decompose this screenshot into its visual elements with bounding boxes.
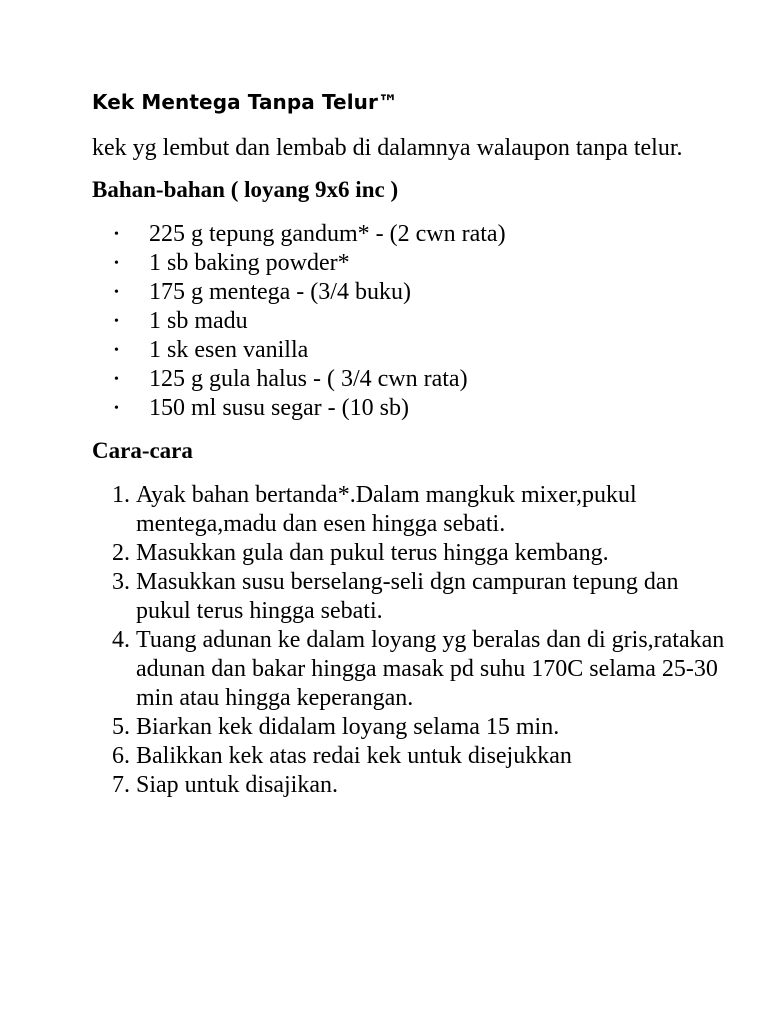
step-item: [92, 481, 732, 539]
step-item: [92, 713, 732, 742]
bullet-icon: •: [114, 372, 119, 387]
steps-heading: Cara-cara: [92, 438, 193, 463]
step-text: Siap untuk disajikan.: [136, 772, 338, 798]
step-item: [92, 626, 732, 713]
step-text: Masukkan gula dan pukul terus hingga kembang.: [136, 540, 609, 566]
step-item: [92, 539, 732, 568]
step-text: Balikkan kek atas redai kek untuk disejukkan: [136, 743, 572, 769]
bullet-icon: •: [114, 256, 119, 271]
ingredient-text: 1 sb madu: [149, 308, 248, 334]
ingredients-list: [92, 220, 732, 423]
ingredient-item: [108, 278, 732, 307]
step-text: Ayak bahan bertanda*.Dalam mangkuk mixer,pukul mentega,madu dan esen hingga sebati.: [136, 482, 637, 537]
step-number: 1.: [112, 482, 130, 508]
ingredient-item: [108, 220, 732, 249]
ingredient-item: [108, 336, 732, 365]
ingredient-text: 125 g gula halus - ( 3/4 cwn rata): [149, 366, 468, 392]
ingredient-text: 175 g mentega - (3/4 buku): [149, 279, 411, 305]
bullet-icon: •: [114, 285, 119, 300]
ingredient-text: 150 ml susu segar - (10 sb): [149, 395, 409, 421]
recipe-document: [92, 88, 732, 800]
step-number: 3.: [112, 569, 130, 595]
step-text: Tuang adunan ke dalam loyang yg beralas dan di gris,ratakan adunan dan bakar hingga masak pd suhu 170C selama 25-30 min atau hingga keperangan.: [136, 627, 725, 711]
ingredient-text: 1 sb baking powder*: [149, 250, 350, 276]
step-item: [92, 742, 732, 771]
step-item: [92, 771, 732, 800]
bullet-icon: •: [114, 314, 119, 329]
step-text: Biarkan kek didalam loyang selama 15 min.: [136, 714, 560, 740]
ingredient-item: [108, 249, 732, 278]
ingredient-item: [108, 365, 732, 394]
ingredient-item: [108, 394, 732, 423]
step-number: 2.: [112, 540, 130, 566]
bullet-icon: •: [114, 227, 119, 242]
step-number: 7.: [112, 772, 130, 798]
bullet-icon: •: [114, 343, 119, 358]
steps-list: [92, 481, 732, 800]
ingredient-text: 1 sk esen vanilla: [149, 337, 309, 363]
ingredients-heading: Bahan-bahan ( loyang 9x6 inc ): [92, 177, 399, 202]
recipe-title: Kek Mentega Tanpa Telur™: [92, 90, 399, 114]
step-number: 5.: [112, 714, 130, 740]
step-number: 4.: [112, 627, 130, 653]
bullet-icon: •: [114, 401, 119, 416]
ingredient-text: 225 g tepung gandum* - (2 cwn rata): [149, 221, 506, 247]
step-number: 6.: [112, 743, 130, 769]
step-text: Masukkan susu berselang-seli dgn campuran tepung dan pukul terus hingga sebati.: [136, 569, 679, 624]
step-item: [92, 568, 732, 626]
ingredient-item: [108, 307, 732, 336]
recipe-intro: kek yg lembut dan lembab di dalamnya walaupon tanpa telur.: [92, 135, 683, 161]
